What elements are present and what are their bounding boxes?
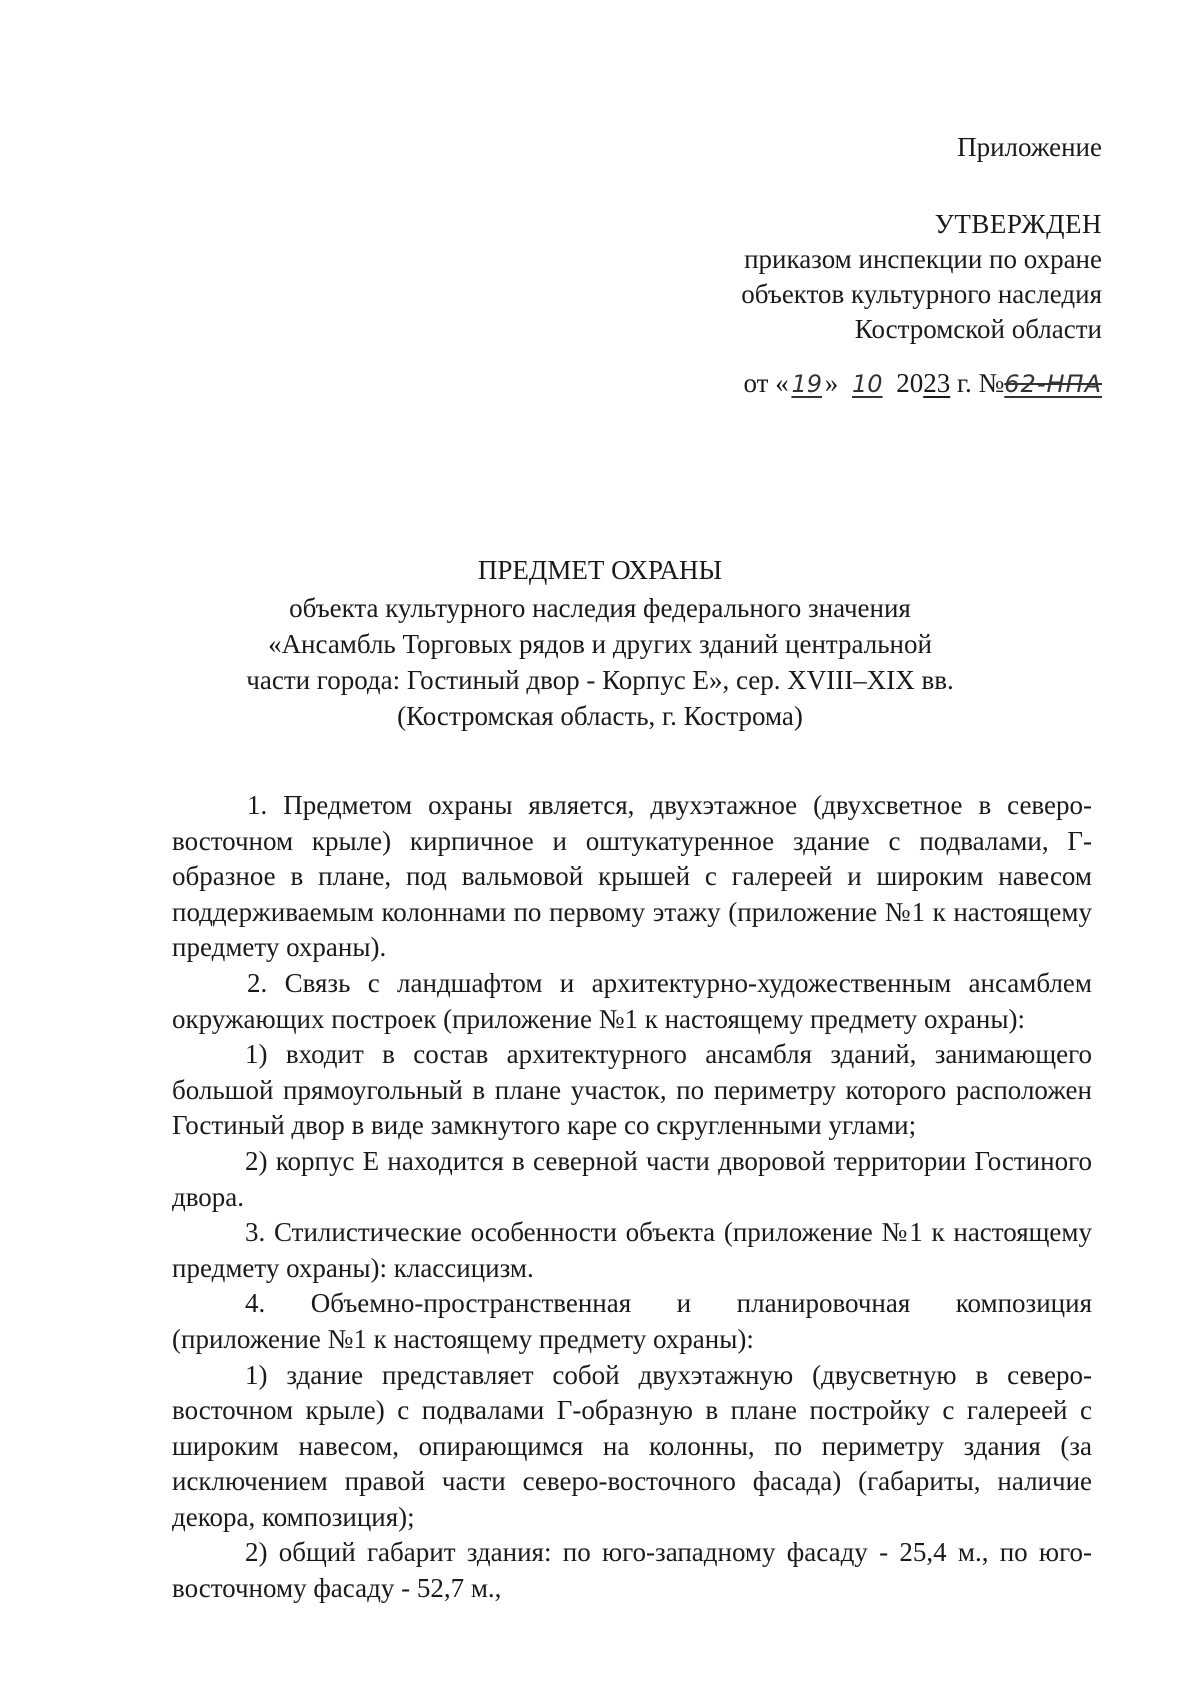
document-body: [172, 788, 1092, 1607]
paragraph-2: 2. Связь с ландшафтом и архитектурно-художественным ансамблем окружающих построек (приложение №1 к настоящему предмету охраны):: [172, 967, 1092, 1034]
approved-by-line: Костромской области: [854, 314, 1102, 344]
paragraph-1: 1. Предметом охраны является, двухэтажное (двухсветное в северо-восточном крыле) кирпичное и оштукатуренное здание с подвалами, Г-образное в плане, под вальмовой крышей с галереей и широким навесом поддерживаемым колоннами по первому этажу (приложение №1 к настоящему предмету охраны).: [172, 790, 1092, 963]
paragraph-2-item-2: 2) корпус Е находится в северной части дворовой территории Гостиного двора.: [172, 1145, 1092, 1212]
paragraph-3: 3. Стилистические особенности объекта (приложение №1 к настоящему предмету охраны): классицизм.: [172, 1217, 1092, 1283]
title-line: (Костромская область, г. Кострома): [397, 701, 803, 731]
paragraph-4-item-1: 1) здание представляет собой двухэтажную (двусветную в северо-восточном крыле) с подвалами Г-образную в плане постройку с галереей с широким навесом, опирающимся на колонны, по периметру здания (за исключением правой части северо-восточного фасада) (габариты, наличие декора, композиция);: [172, 1359, 1092, 1532]
paragraph-4: 4. Объемно-пространственная и планировочная композиция (приложение №1 к настоящему предмету охраны):: [172, 1288, 1092, 1354]
order-day-handwritten: 19: [791, 370, 822, 398]
order-prefix: от «: [743, 368, 789, 398]
order-year-b: 23: [923, 368, 951, 398]
title-line: «Ансамбль Торговых рядов и других зданий центральной: [268, 629, 932, 659]
appendix-label: Приложение: [957, 132, 1102, 162]
paragraph-4-item-2: 2) общий габарит здания: по юго-западному фасаду - 25,4 м., по юго-восточному фасаду - 52,7 м.,: [172, 1537, 1092, 1604]
paragraph-2-item-1: 1) входит в состав архитектурного ансамбля зданий, занимающего большой прямоугольный в плане участок, по периметру которого расположен Гостиный двор в виде замкнутого каре со скругленными углами;: [172, 1039, 1092, 1141]
order-quote-close: »: [824, 368, 839, 398]
order-date-number: [744, 366, 1102, 402]
page-title: ПРЕДМЕТ ОХРАНЫ: [477, 555, 723, 585]
order-month-handwritten: 10: [851, 370, 883, 398]
approval-header: [741, 130, 1102, 347]
order-year-a: 20: [896, 368, 924, 398]
approved-by-line: приказом инспекции по охране: [744, 244, 1102, 274]
document-title: [140, 552, 1060, 734]
approved-by-line: объектов культурного наследия: [741, 279, 1102, 309]
order-number-handwritten: 62-НПА: [1004, 370, 1102, 398]
title-line: части города: Гостиный двор - Корпус Е», сер. XVIII–XIX вв.: [246, 665, 954, 695]
approved-label: УТВЕРЖДЕН: [934, 209, 1102, 239]
title-line: объекта культурного наследия федерального значения: [289, 593, 911, 623]
order-suffix: г. №: [950, 368, 1005, 398]
